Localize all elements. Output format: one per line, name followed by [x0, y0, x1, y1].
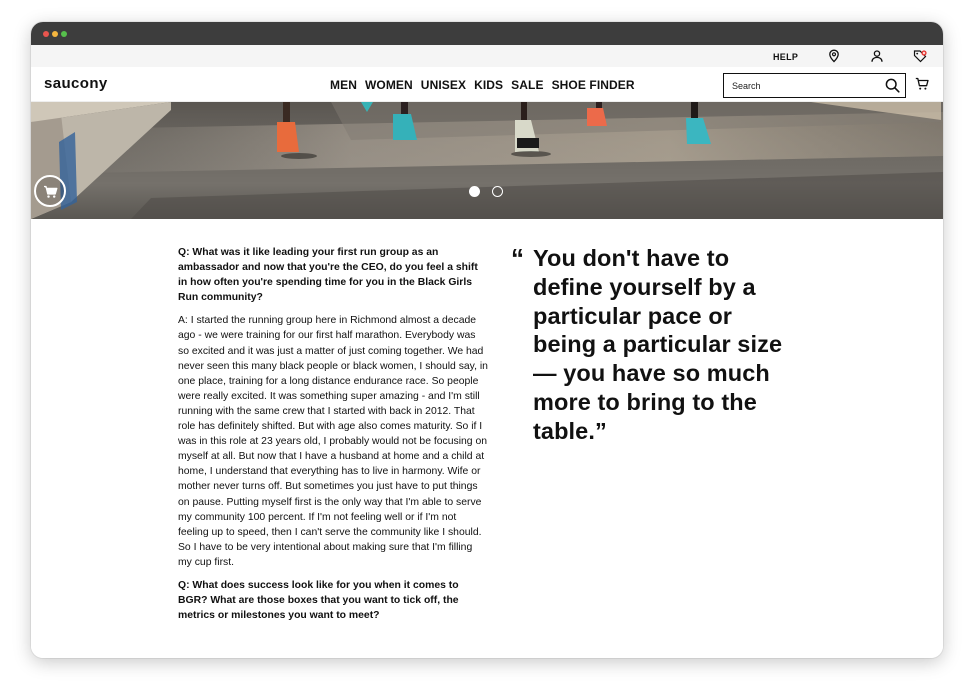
nav-link-kids[interactable]: KIDS [474, 78, 504, 92]
answer-1: A: I started the running group here in Richmond almost a decade ago - we were training for our first half marathon. Everybody was so excited and it was just a matter of just coming together. We had never seen this many black people or black women, I should say, in one place, training for a long distance endurance race. So people were really excited. It was something super amazing - and I'm still running with the same crew that I started with back in 2012. That role has definitely shifted. But with age also comes maturity. So if I was in this role at 23 years old, I probably would not be focusing on myself at all. But now that I have a husband at home and a child at home, I understand that everything has to live in harmony. Wife or mother never turns off. But sometimes you just have to put things on pause. Putting myself first is the only way that I'm able to serve my community 100 percent. If I'm not feeling well or if I'm not feeling up to speed, then I can't serve the community like I should. So I have to be very intentional about making sure that I'm filling my cup first. [178, 315, 488, 568]
pull-quote-text: You don't have to define yourself by a particular pace or being a particular size — you have so much more to bring to the table.” [533, 245, 783, 444]
close-window-dot[interactable] [43, 31, 49, 37]
user-icon[interactable] [870, 49, 884, 63]
search-box [723, 73, 906, 98]
quote-open-mark: “ [511, 243, 524, 273]
cart-icon [36, 177, 64, 205]
saucony-logo[interactable]: saucony [44, 75, 108, 92]
question-1: Q: What was it like leading your first run group as an ambassador and now that you're the CEO, do you feel a shift in how often you're spending time for you in the Black Girls Run community? [178, 247, 478, 304]
article-content [31, 219, 943, 658]
hero-banner [31, 102, 943, 219]
pull-quote [511, 244, 791, 446]
help-link[interactable]: HELP [773, 52, 799, 62]
nav-link-sale[interactable]: SALE [511, 78, 544, 92]
location-pin-icon[interactable] [827, 49, 841, 63]
browser-window [31, 22, 943, 658]
main-navigation [31, 67, 943, 102]
search-icon[interactable] [885, 78, 900, 93]
maximize-window-dot[interactable] [61, 31, 67, 37]
search-input[interactable] [724, 74, 874, 97]
wishlist-tag-icon[interactable] [913, 49, 927, 63]
nav-link-shoe-finder[interactable]: SHOE FINDER [551, 78, 635, 92]
interview-text [178, 245, 488, 631]
nav-link-men[interactable]: MEN [330, 78, 357, 92]
carousel-dot-1[interactable] [469, 186, 480, 197]
minimize-window-dot[interactable] [52, 31, 58, 37]
browser-titlebar [31, 22, 943, 45]
carousel-dot-2[interactable] [492, 186, 503, 197]
carousel-pagination [469, 186, 503, 197]
question-2: Q: What does success look like for you when it comes to BGR? What are those boxes that you want to tick off, the metrics or milestones you want to meet? [178, 579, 459, 622]
cart-icon[interactable] [915, 77, 929, 91]
nav-link-unisex[interactable]: UNISEX [420, 78, 467, 92]
utility-bar [31, 45, 943, 67]
nav-link-women[interactable]: WOMEN [364, 78, 413, 92]
floating-cart-button[interactable] [34, 175, 66, 207]
category-menu [330, 78, 635, 92]
